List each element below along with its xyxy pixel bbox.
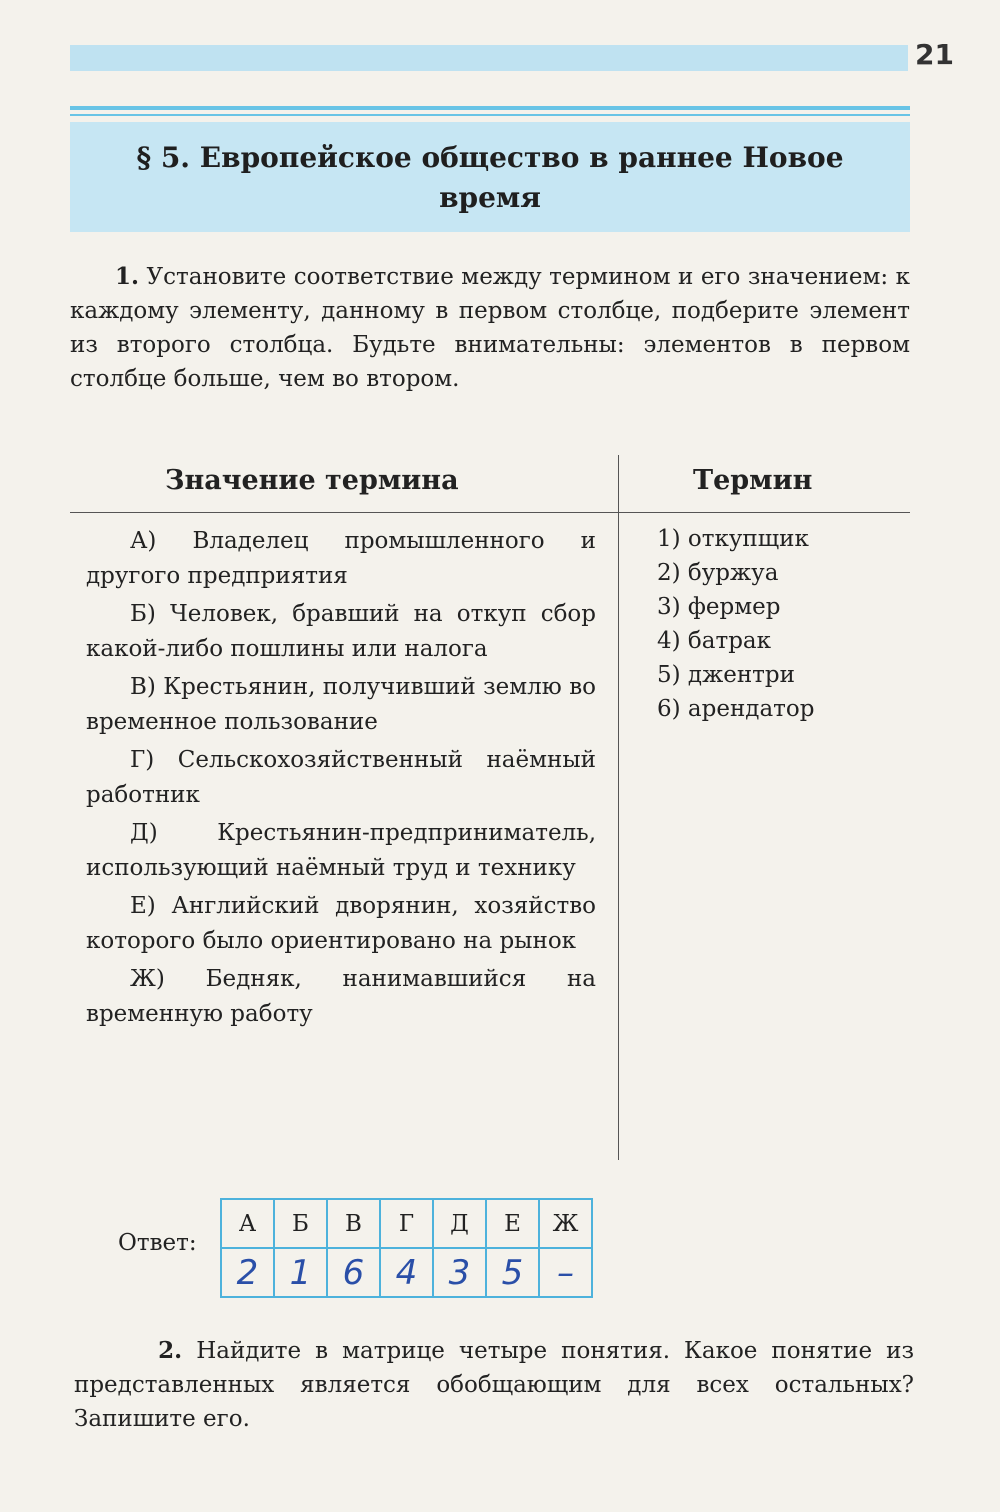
terms-list (657, 522, 814, 726)
answer-value-cell[interactable]: – (539, 1248, 592, 1297)
task-2-number: 2. (158, 1337, 183, 1364)
task-2-text (74, 1334, 914, 1436)
answer-value-cell[interactable]: 6 (327, 1248, 380, 1297)
terms-header: Термин (693, 465, 813, 496)
definitions-list (86, 524, 596, 1035)
answer-value-row (221, 1248, 592, 1297)
answer-header-cell: Ж (539, 1199, 592, 1248)
term-item: 6) арендатор (657, 696, 815, 722)
term-item: 2) буржуа (657, 560, 779, 586)
header-rule-thin (70, 114, 910, 116)
term-item: 5) джентри (657, 662, 795, 688)
task-2-instructions: Найдите в матрице четыре понятия. Какое понятие из представленных является обобщающим для всех остальных? Запишите его. (74, 1338, 915, 1432)
definition-item: Ж) Бедняк, нанимавшийся на временную работу (86, 966, 596, 1027)
answer-value-cell[interactable]: 5 (486, 1248, 539, 1297)
answer-header-row (221, 1199, 592, 1248)
header-rule (70, 106, 910, 110)
definition-item: В) Крестьянин, получивший землю во временное пользование (86, 674, 596, 735)
answer-label: Ответ: (118, 1230, 197, 1256)
definition-item: Д) Крестьянин-предприниматель, использующий наёмный труд и технику (86, 820, 596, 881)
answer-header-cell: Е (486, 1199, 539, 1248)
task-1-instructions: Установите соответствие между термином и его значением: к каждому элементу, данному в первом столбце, подберите элемент из второго столбца. Будьте внимательны: элементов в первом столбце больше, чем во втором. (70, 264, 911, 392)
term-item: 3) фермер (657, 594, 781, 620)
answer-header-cell: В (327, 1199, 380, 1248)
task-1-text (70, 260, 910, 396)
term-item: 1) откупщик (657, 526, 809, 552)
term-item: 4) батрак (657, 628, 772, 654)
definition-item: Б) Человек, бравший на откуп сбор какой-либо пошлины или налога (86, 601, 596, 662)
answer-header-cell: Г (380, 1199, 433, 1248)
answer-value-cell[interactable]: 1 (274, 1248, 327, 1297)
definitions-header: Значение термина (165, 465, 459, 496)
task-1-number: 1. (114, 263, 139, 290)
definition-item: Е) Английский дворянин, хозяйство которого было ориентировано на рынок (86, 893, 596, 954)
answer-header-cell: Б (274, 1199, 327, 1248)
section-title: § 5. Европейское общество в раннее Новое время (136, 141, 844, 214)
table-header-rule (70, 512, 910, 513)
page-number: 21 (915, 38, 954, 71)
column-divider (618, 455, 619, 1160)
answer-header-cell: А (221, 1199, 274, 1248)
answer-value-cell[interactable]: 2 (221, 1248, 274, 1297)
definition-item: Г) Сельскохозяйственный наёмный работник (86, 747, 596, 808)
answer-value-cell[interactable]: 4 (380, 1248, 433, 1297)
header-bar (70, 45, 908, 71)
answer-header-cell: Д (433, 1199, 486, 1248)
answer-table (220, 1198, 593, 1298)
answer-value-cell[interactable]: 3 (433, 1248, 486, 1297)
definition-item: А) Владелец промышленного и другого предприятия (86, 528, 596, 589)
